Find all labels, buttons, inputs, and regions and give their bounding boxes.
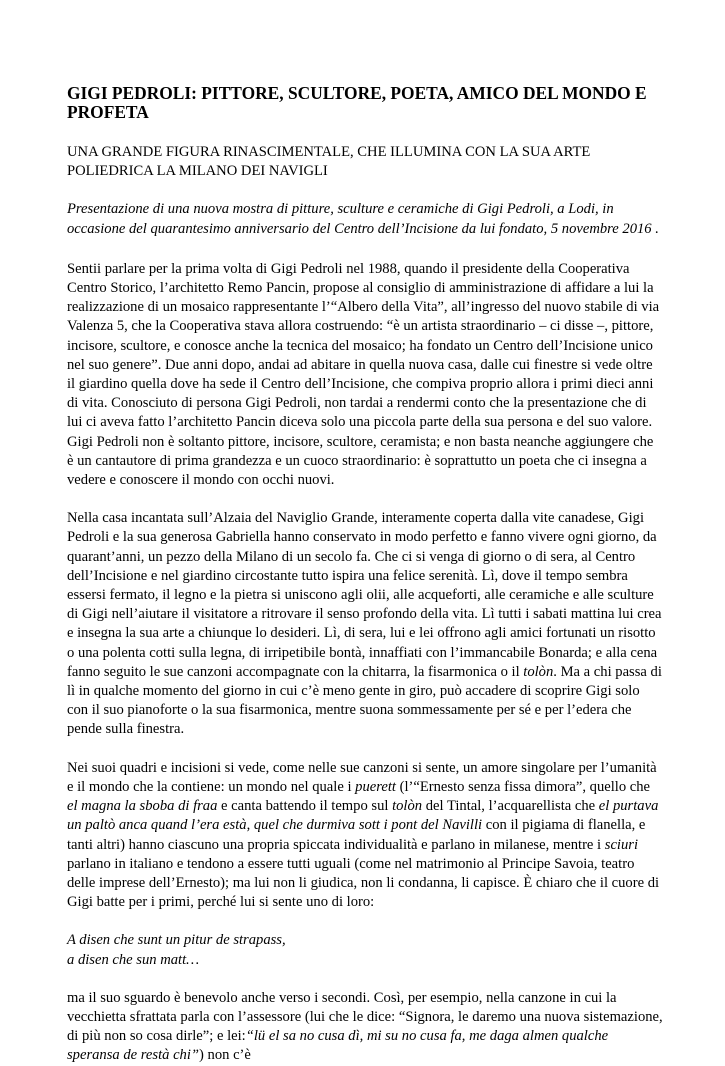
verse-line-2: a disen che sun matt… bbox=[67, 951, 200, 968]
paragraph-3-text-c: (l’“Ernesto senza fissa dimora”, quello che bbox=[395, 778, 651, 795]
paragraph-2-italic-tolon: tolòn bbox=[523, 663, 554, 680]
paragraph-3-italic-palto: el purtava un paltò anca quand l’era està bbox=[67, 798, 659, 834]
paragraph-3-text-i: , bbox=[246, 817, 254, 834]
paragraph-3-text-e: e canta battendo il tempo sul bbox=[217, 798, 393, 815]
page-title: GIGI PEDROLI: PITTORE, SCULTORE, POETA, AMICO DEL MONDO E PROFETA bbox=[67, 83, 647, 122]
paragraph-3-text-m: parlano in italiano e tendono a essere tutti uguali (come nel matrimonio al Principe Savoia, teatro delle imprese dell’Ernesto); ma lui non li giudica, non li condanna, li capisce. È chiaro che il cuore di Gigi batte per i primi, perché lui si sente uno di loro: bbox=[67, 855, 660, 911]
verse-quote bbox=[67, 931, 663, 969]
paragraph-3-text-a: Nei suoi quadri e incisioni si vede, come nelle sue canzoni si sente, un amore singolare per l’umanità e il mondo che la contiene: un mondo nel quale i bbox=[67, 759, 657, 795]
paragraph-3-italic-sboba: el magna la sboba di fraa bbox=[67, 798, 218, 815]
paragraph-4-text-c: ) non c’è bbox=[199, 1047, 251, 1064]
subtitle: UNA GRANDE FIGURA RINASCIMENTALE, CHE ILLUMINA CON LA SUA ARTE POLIEDRICA LA MILANO DEI NAVIGLI bbox=[67, 144, 591, 180]
paragraph-2-text-c: . Ma a chi passa di lì in qualche momento del giorno in cui c’è meno gente in giro, può accadere di scoprire Gigi solo con il suo pianoforte o la sua fisarmonica, mentre suona sommessamente per sé e per l’edera che pende sulla finestra. bbox=[67, 663, 662, 738]
paragraph-2-text-a: Nella casa incantata sull’Alzaia del Naviglio Grande, interamente coperta dalla vite canadese, Gigi Pedroli e la sua generosa Gabriella hanno conservato in modo perfetto e fanno vivere ogni giorno, da quarant’anni, un pezzo della Milano di un secolo fa. Che ci si venga di giorno o di sera, al Centro dell’Incisione e nel giardino circostante tutto ispira una felice serenità. Lì, dove il tempo sembra essersi fermato, il legno e la pietra si uniscono agli olii, alle acqueforti, alle ceramiche e alle sculture di Gigi nell’aiutare il visitatore a ritrovare il senso profondo della vita. Lì tutti i sabati mattina lui crea e insegna la sua arte a chiunque lo desideri. Lì, di sera, lui e lei offrono agli amici fortunati un risotto o una polenta cotti sulla legna, di irripetibile bontà, innaffiati con l’immancabile Bonarda; e alla cena fanno seguito le sue canzoni accompagnate con la chitarra, la fisarmonica o il bbox=[67, 510, 662, 680]
paragraph-3-italic-pont: quel che durmiva sott i pont del Navilli bbox=[253, 817, 483, 834]
paragraph-1: Sentii parlare per la prima volta di Gigi Pedroli nel 1988, quando il presidente della Cooperativa Centro Storico, l’architetto Remo Pancin, propose al consiglio di amministrazione di affidare a lui la realizzazione di un mosaico rappresentante l’“Albero della Vita”, all’ingresso del nuovo stabile di via Valenza 5, che la Cooperativa stava allora costruendo: “è un artista straordinario – ci disse –, pittore, incisore, scultore, e conosce anche la tecnica del mosaico; ha fondato un Centro dell’Incisione unico nel suo genere”. Due anni dopo, andai ad abitare in quella nuova casa, dalle cui finestre si vede oltre il giardino quella dove ha sede il Centro dell’Incisione, che compiva proprio allora i primi dieci anni di vita. Conosciuto di persona Gigi Pedroli, non tardai a rendermi conto che la presentazione che di lui ci aveva fatto l’architetto Pancin diceva solo una piccola parte della sua persona e del suo valore. Gigi Pedroli non è soltanto pittore, incisore, scultore, ceramista; e non basta neanche aggiungere che è un cantautore di prima grandezza e un cuoco straordinario: è soprattutto un poeta che ci insegna a vedere e conoscere il mondo con occhi nuovi. bbox=[67, 260, 660, 489]
paragraph-2 bbox=[67, 509, 663, 739]
paragraph-4-text-a: ma il suo sguardo è benevolo anche verso i secondi. Così, per esempio, nella canzone in cui la vecchietta sfrattata parla con l’assessore (lui che le dice: “Signora, le daremo una nuova sistemazione, di più non so cosa dirle”; e lei: bbox=[67, 989, 663, 1045]
paragraph-3-italic-puerett: puerett bbox=[355, 778, 396, 795]
paragraph-4 bbox=[67, 989, 663, 1066]
paragraph-3-italic-tolon: tolòn bbox=[392, 798, 423, 815]
paragraph-3-italic-sciuri: sciuri bbox=[604, 836, 639, 853]
verse-line-1: A disen che sunt un pitur de strapass, bbox=[67, 932, 286, 949]
paragraph-3-text-g: del Tintal, l’acquarellista che bbox=[422, 798, 599, 815]
paragraph-4-italic-quote: “lü el sa no cusa dì, mi su no cusa fa, me daga almen qualche speransa de restà chi” bbox=[67, 1028, 609, 1064]
paragraph-3-text-k: con il pigiama di flanella, e tanti altri) hanno ciascuno una propria spiccata individualità e parlano in milanese, mentre i bbox=[67, 817, 646, 853]
lead-paragraph: Presentazione di una nuova mostra di pitture, sculture e ceramiche di Gigi Pedroli, a Lodi, in occasione del quarantesimo anniversario del Centro dell’Incisione da lui fondato, 5 novembre 2016 . bbox=[67, 201, 659, 237]
paragraph-3 bbox=[67, 759, 663, 913]
